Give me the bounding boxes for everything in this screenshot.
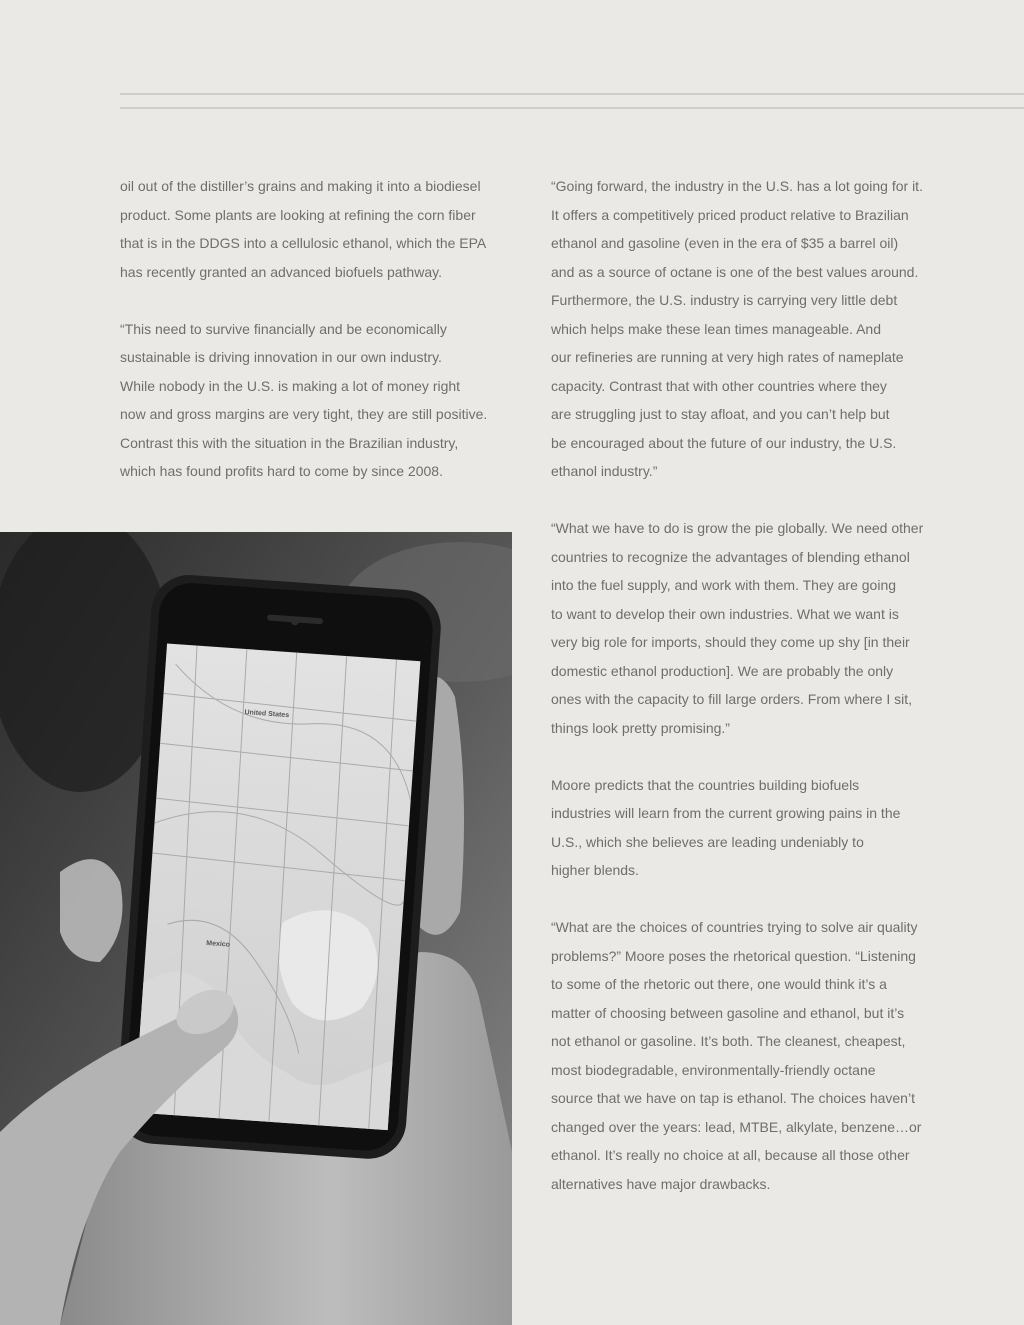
left-text-column bbox=[120, 172, 510, 514]
right-text-column bbox=[551, 172, 951, 1227]
paragraph: “What are the choices of countries trying to solve air quality problems?” Moore poses the rhetorical question. “Listening to some of the rhetoric out there, one would think it’s a matter of choosing between gasoline and ethanol, but it’s not ethanol or gasoline. It’s both. The cleanest, cheapest, most biodegradable, environmentally-friendly octane source that we have on tap is ethanol. The choices haven’t changed over the years: lead, MTBE, alkylate, benzene…or ethanol. It’s really no choice at all, because all those other alternatives have major drawbacks. bbox=[551, 919, 922, 1192]
phone-illustration bbox=[0, 532, 512, 1325]
paragraph: oil out of the distiller’s grains and making it into a biodiesel product. Some plants are looking at refining the corn fiber that is in the DDGS into a cellulosic ethanol, which the EPA has recently granted an advanced biofuels pathway. bbox=[120, 178, 487, 280]
paragraph: “This need to survive financially and be economically sustainable is driving innovation in our own industry. While nobody in the U.S. is making a lot of money right now and gross margins are very tight, they are still positive. Contrast this with the situation in the Brazilian industry, which has found profits hard to come by since 2008. bbox=[120, 320, 488, 479]
phone-map-photo bbox=[0, 532, 512, 1325]
paragraph: “Going forward, the industry in the U.S. has a lot going for it. It offers a competitively priced product relative to Brazilian ethanol and gasoline (even in the era of $35 a barrel oil) and as a source of octane is one of the best values around. Furthermore, the U.S. industry is carrying very little debt which helps make these lean times manageable. And our refineries are running at very high rates of nameplate capacity. Contrast that with other countries where they are struggling just to stay afloat, and you can’t help but be encouraged about the future of our industry, the U.S. ethanol industry.” bbox=[551, 178, 923, 479]
paragraph: “What we have to do is grow the pie globally. We need other countries to recognize the advantages of blending ethanol into the fuel supply, and work with them. They are going to want to develop their own industries. What we want is very big role for imports, should they come up shy [in their domestic ethanol production]. We are probably the only ones with the capacity to fill large orders. From where I sit, things look pretty promising.” bbox=[551, 520, 924, 736]
header-rule-top bbox=[120, 93, 1024, 95]
paragraph: Moore predicts that the countries building biofuels industries will learn from the current growing pains in the U.S., which she believes are leading undeniably to higher blends. bbox=[551, 776, 901, 878]
map-label-country: United States bbox=[244, 709, 290, 720]
header-rule-bottom bbox=[120, 107, 1024, 109]
map-label-neighbor: Mexico bbox=[205, 939, 231, 949]
